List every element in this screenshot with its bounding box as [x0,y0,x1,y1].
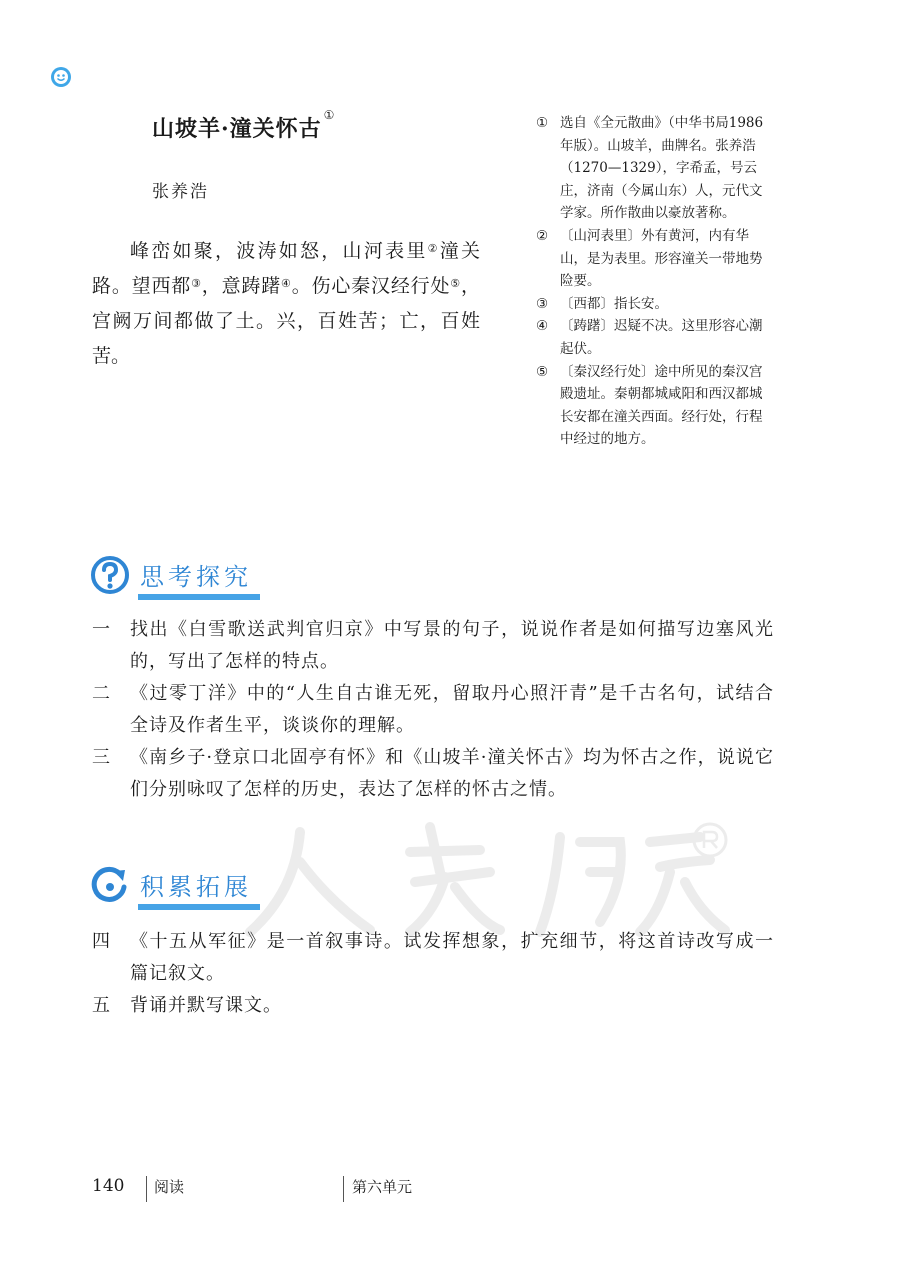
poem-author: 张养浩 [152,182,209,202]
question-mark-icon [90,555,130,595]
footnote: ⑤ 〔秦汉经行处〕途中所见的秦汉宫殿遗址。秦朝都城咸阳和西汉都城长安都在潼关西面。经行处，行程中经过的地方。 [536,363,763,448]
question-list [90,614,774,806]
footnote: ③ 〔西都〕指长安。 [536,295,668,312]
question-item: 二 《过零丁洋》中的“人生自古谁无死，留取丹心照汗青”是千古名句，试结合全诗及作者生平，谈谈你的理解。 [92,683,774,736]
footer-divider [343,1176,344,1202]
footnotes [536,112,772,451]
question-item: 五 背诵并默写课文。 [92,995,282,1016]
question-item: 一 找出《白雪歌送武判官归京》中写景的句子，说说作者是如何描写边塞风光的，写出了怎样的特点。 [92,619,774,672]
question-list [90,926,774,1022]
footnote: ① 选自《全元散曲》（中华书局1986年版）。山坡羊，曲牌名。张养浩（1270—1329），字希孟，号云庄，济南（今属山东）人，元代文学家。所作散曲以豪放著称。 [536,115,764,222]
circular-arrow-icon [90,865,130,905]
publisher-watermark-icon [240,812,740,942]
section-heading-extension [90,862,258,908]
footer-section-label: 阅读 [154,1178,185,1196]
section-heading-thinking [90,552,258,598]
page-number: 140 [92,1176,125,1196]
footnote: ② 〔山河表里〕外有黄河，内有华山，是为表里。形容潼关一带地势险要。 [536,227,763,290]
section-title: 积累拓展 [138,867,258,904]
footnote: ④ 〔踌躇〕迟疑不决。这里形容心潮起伏。 [536,318,763,357]
footer-unit-label: 第六单元 [352,1178,413,1196]
question-item: 三 《南乡子·登京口北固亭有怀》和《山坡羊·潼关怀古》均为怀古之作，说说它们分别咏叹了怎样的历史，表达了怎样的怀古之情。 [92,747,774,800]
question-item: 四 《十五从军征》是一首叙事诗。试发挥想象，扩充细节，将这首诗改写成一篇记叙文。 [92,931,774,984]
title-note-mark: ① [323,108,336,122]
section-title: 思考探究 [138,557,258,594]
poem-title: 山坡羊·潼关怀古① [152,108,336,142]
poem-body: 峰峦如聚，波涛如怒，山河表里②潼关路。望西都③，意踌躇④。伤心秦汉经行处⑤，宫阙万间都做了土。兴，百姓苦；亡，百姓苦。 [92,240,480,367]
footer-divider [146,1176,147,1202]
smiley-face-icon [50,66,72,88]
